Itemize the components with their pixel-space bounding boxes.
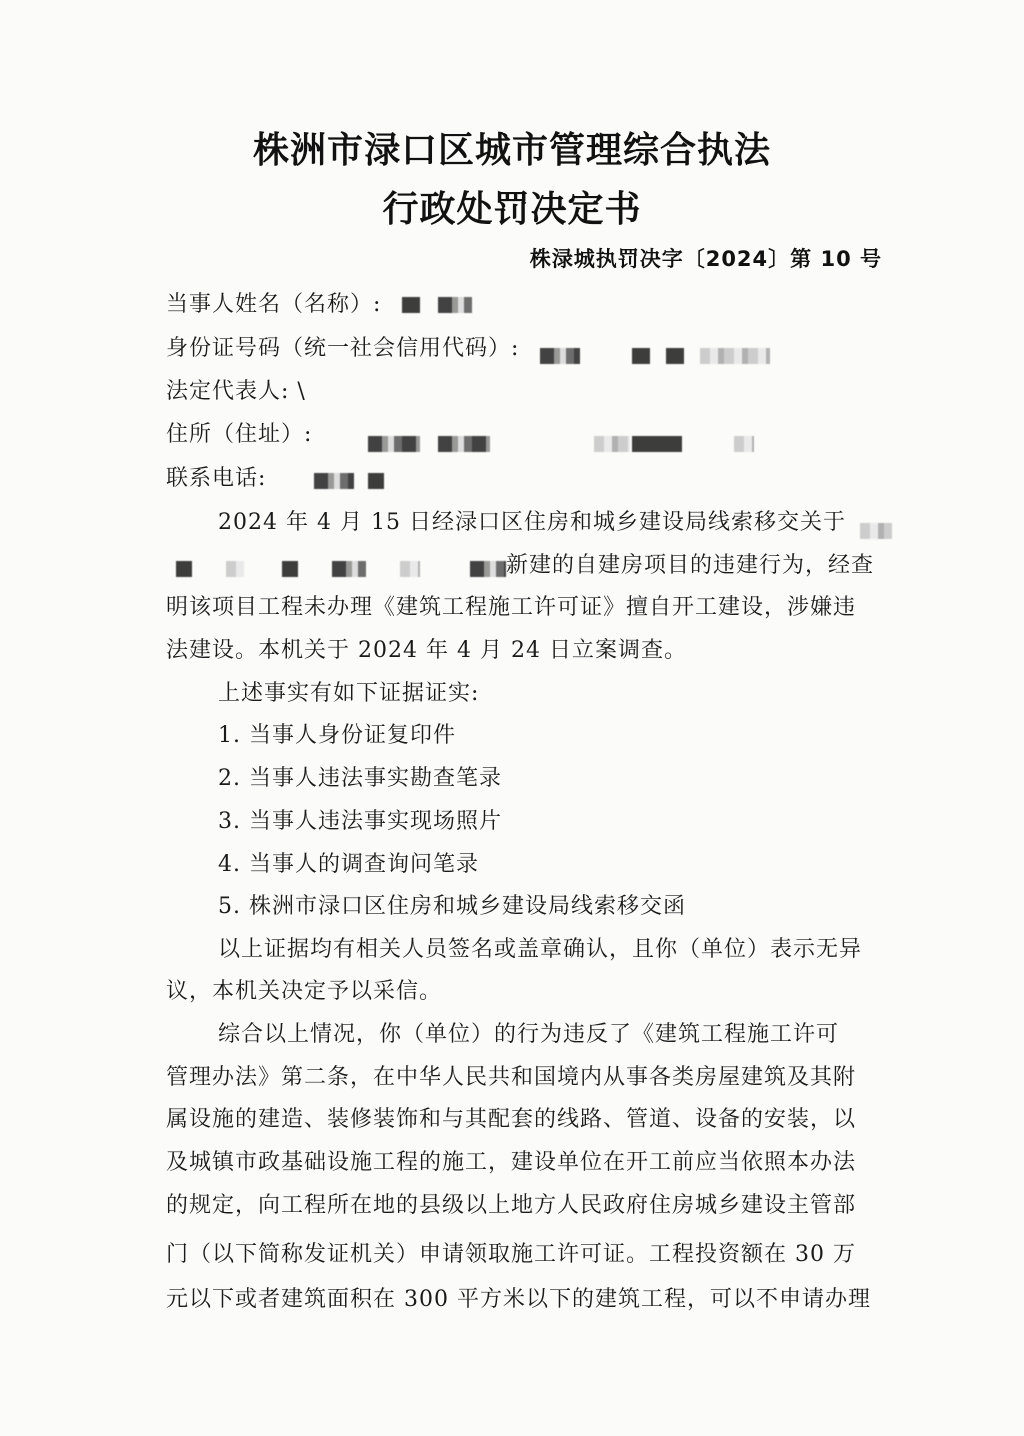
redacted-p1-1 (860, 523, 892, 539)
redacted-p1-5 (332, 561, 366, 577)
para3-line5: 的规定，向工程所在地的县级以上地方人民政府住房城乡建设主管部 (166, 1193, 857, 1218)
evidence-item: 1. 当事人身份证复印件 (218, 723, 456, 748)
evidence-item: 4. 当事人的调查询问笔录 (218, 852, 479, 877)
redacted-p1-4 (282, 561, 298, 577)
para3-line6: 门（以下简称发证机关）申请领取施工许可证。工程投资额在 30 万 (166, 1242, 856, 1267)
redacted-p1-2 (176, 561, 192, 577)
redacted-address-4 (632, 436, 682, 452)
document-number: 株渌城执罚决字〔2024〕第 10 号 (529, 247, 882, 271)
document-title-line2: 行政处罚决定书 (382, 189, 642, 230)
party-id-label: 身份证号码（统一社会信用代码）: (166, 336, 520, 361)
redacted-name-2 (438, 297, 472, 313)
evidence-intro: 上述事实有如下证据证实: (218, 681, 480, 706)
evidence-item: 5. 株洲市渌口区住房和城乡建设局线索移交函 (218, 894, 686, 919)
address-label: 住所（住址）: (166, 422, 313, 447)
redacted-address-2 (438, 436, 490, 452)
redacted-address-3 (594, 436, 630, 452)
para1-line3: 明该项目工程未办理《建筑工程施工许可证》擅自开工建设，涉嫌违 (166, 595, 857, 620)
redacted-address-5 (734, 436, 754, 452)
legal-rep-label: 法定代表人: \ (166, 379, 306, 404)
party-name-label: 当事人姓名（名称）: (166, 292, 382, 317)
redacted-id-4 (700, 348, 770, 364)
para3-line2: 管理办法》第二条，在中华人民共和国境内从事各类房屋建筑及其附 (166, 1065, 857, 1090)
redacted-p1-7 (470, 561, 506, 577)
evidence-item: 3. 当事人违法事实现场照片 (218, 809, 502, 834)
evidence-item: 2. 当事人违法事实勘查笔录 (218, 766, 502, 791)
para1-line2: 新建的自建房项目的违建行为，经查 (506, 553, 875, 578)
redacted-id-1 (540, 348, 580, 364)
para2-line2: 议，本机关决定予以采信。 (166, 979, 443, 1004)
redacted-id-3 (666, 348, 684, 364)
redacted-p1-6 (400, 561, 420, 577)
redacted-p1-3 (226, 561, 244, 577)
phone-label: 联系电话: (166, 466, 267, 491)
redacted-id-2 (632, 348, 650, 364)
redacted-name (402, 297, 420, 313)
para3-line7: 元以下或者建筑面积在 300 平方米以下的建筑工程，可以不申请办理 (166, 1287, 871, 1312)
para3-line4: 及城镇市政基础设施工程的施工，建设单位在开工前应当依照本办法 (166, 1150, 857, 1175)
document-title-line1: 株洲市渌口区城市管理综合执法 (252, 130, 771, 171)
para3-line3: 属设施的建造、装修装饰和与其配套的线路、管道、设备的安装，以 (166, 1107, 857, 1132)
para1-line4: 法建设。本机关于 2024 年 4 月 24 日立案调查。 (166, 638, 687, 663)
para2-line1: 以上证据均有相关人员签名或盖章确认，且你（单位）表示无异 (218, 937, 863, 962)
para3-line1: 综合以上情况，你（单位）的行为违反了《建筑工程施工许可 (218, 1022, 840, 1047)
redacted-phone-2 (368, 473, 384, 489)
redacted-address-1 (368, 436, 420, 452)
para1-line1: 2024 年 4 月 15 日经渌口区住房和城乡建设局线索移交关于 (218, 510, 846, 535)
redacted-phone-1 (314, 473, 354, 489)
